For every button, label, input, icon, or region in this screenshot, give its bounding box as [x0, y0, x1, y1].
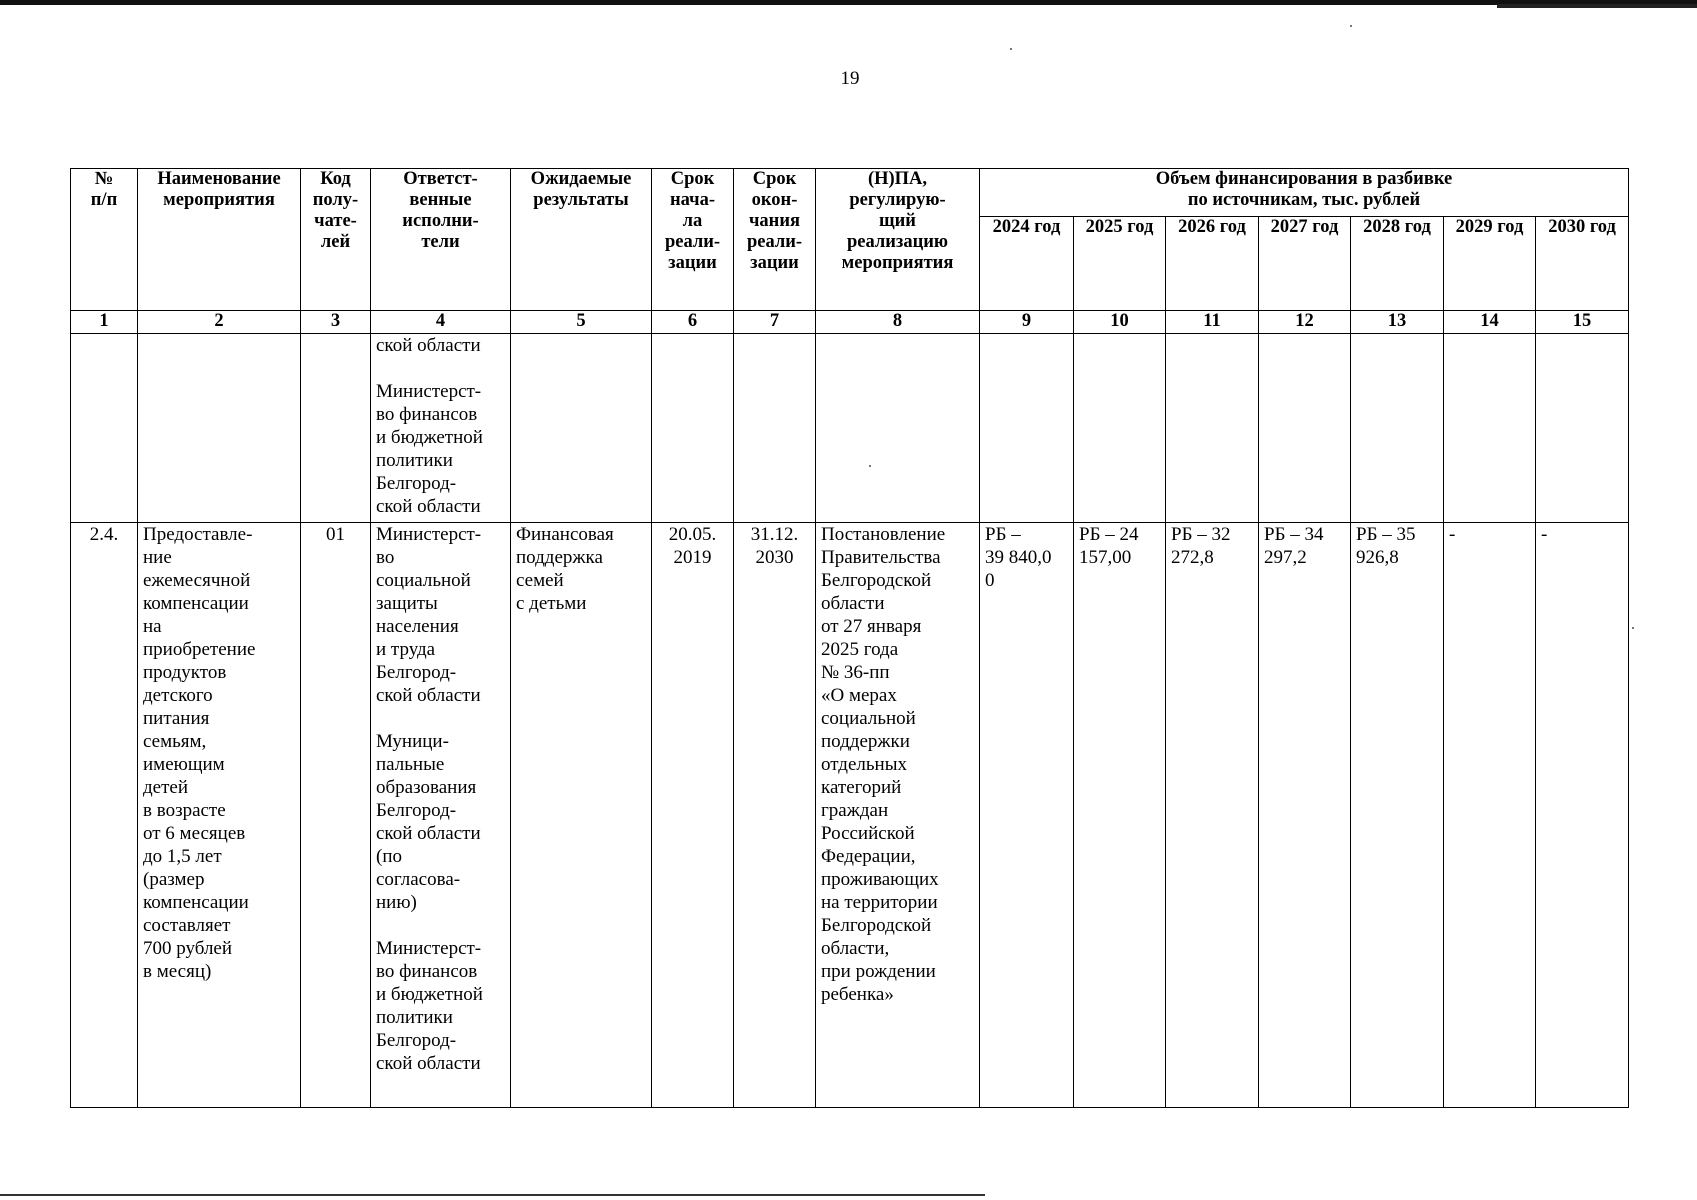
scan-speck [1632, 627, 1634, 629]
table-cell [734, 334, 816, 523]
scan-edge-top-right [1497, 4, 1697, 8]
column-number: 4 [371, 311, 511, 334]
table-cell [138, 334, 301, 523]
recipient-code-cell: 01 [301, 523, 371, 1108]
scan-edge-top [0, 0, 1697, 5]
table-cell [1259, 334, 1351, 523]
scan-speck [1010, 48, 1012, 50]
funding-2028-cell: РБ – 35 926,8 [1351, 523, 1444, 1108]
header-year-2030: 2030 год [1536, 217, 1629, 311]
table-cell [1536, 334, 1629, 523]
table-cell [816, 334, 980, 523]
continuation-row [71, 334, 1629, 523]
header-code: Код полу- чате- лей [301, 169, 371, 311]
page-number: 19 [840, 68, 860, 89]
table-cell [1444, 334, 1536, 523]
funding-2024-cell: РБ – 39 840,0 0 [980, 523, 1074, 1108]
funding-2030-cell: - [1536, 523, 1629, 1108]
funding-2025-cell: РБ – 24 157,00 [1074, 523, 1166, 1108]
table-cell [1074, 334, 1166, 523]
header-year-2025: 2025 год [1074, 217, 1166, 311]
column-number: 7 [734, 311, 816, 334]
column-number: 2 [138, 311, 301, 334]
start-date-cell: 20.05. 2019 [652, 523, 734, 1108]
financing-table [70, 168, 1629, 1108]
header-npa: (Н)ПА, регулирую- щий реализацию мероприятия [816, 169, 980, 311]
end-date-cell: 31.12. 2030 [734, 523, 816, 1108]
header-year-2029: 2029 год [1444, 217, 1536, 311]
column-number-row [71, 311, 1629, 334]
scan-speck [1350, 25, 1352, 27]
table-cell [71, 334, 138, 523]
table-cell [511, 334, 652, 523]
header-name: Наименование мероприятия [138, 169, 301, 311]
header-funding: Объем финансирования в разбивке по источникам, тыс. рублей [980, 169, 1629, 217]
header-year-2026: 2026 год [1166, 217, 1259, 311]
header-no: № п/п [71, 169, 138, 311]
scan-speck [869, 465, 871, 467]
funding-2027-cell: РБ – 34 297,2 [1259, 523, 1351, 1108]
header-year-2024: 2024 год [980, 217, 1074, 311]
table-cell [980, 334, 1074, 523]
column-number: 9 [980, 311, 1074, 334]
table-cell [1166, 334, 1259, 523]
column-number: 6 [652, 311, 734, 334]
table-cell [301, 334, 371, 523]
funding-2029-cell: - [1444, 523, 1536, 1108]
funding-2026-cell: РБ – 32 272,8 [1166, 523, 1259, 1108]
column-number: 1 [71, 311, 138, 334]
column-number: 13 [1351, 311, 1444, 334]
column-number: 11 [1166, 311, 1259, 334]
header-responsible: Ответст- венные исполни- тели [371, 169, 511, 311]
expected-results-cell: Финансовая поддержка семей с детьми [511, 523, 652, 1108]
header-year-2027: 2027 год [1259, 217, 1351, 311]
column-number: 10 [1074, 311, 1166, 334]
column-number: 8 [816, 311, 980, 334]
column-number: 3 [301, 311, 371, 334]
responsible-cell: ской области Министерст- во финансов и бюджетной политики Белгород- ской области [371, 334, 511, 523]
responsible-cell: Министерст- во социальной защиты населения и труда Белгород- ской области Муници- пальные образования Белгород- ской области (по согласова- нию) Министерст- во финансов и бюджетной политики Белгород- ской области [371, 523, 511, 1108]
measure-name-cell: Предоставле- ние ежемесячной компенсации на приобретение продуктов детского питания семьям, имеющим детей в возрасте от 6 месяцев до 1,5 лет (размер компенсации составляет 700 рублей в месяц) [138, 523, 301, 1108]
header-start: Срок нача- ла реали- зации [652, 169, 734, 311]
header-year-2028: 2028 год [1351, 217, 1444, 311]
npa-cell: Постановление Правительства Белгородской области от 27 января 2025 года № 36-пп «О мерах социальной поддержки отдельных категорий граждан Российской Федерации, проживающих на территории Белгородской области, при рождении ребенка» [816, 523, 980, 1108]
table-row [71, 523, 1629, 1108]
column-number: 5 [511, 311, 652, 334]
row-number-cell: 2.4. [71, 523, 138, 1108]
table-cell [652, 334, 734, 523]
table-cell [1351, 334, 1444, 523]
header-expected: Ожидаемые результаты [511, 169, 652, 311]
header-end: Срок окон- чания реали- зации [734, 169, 816, 311]
column-number: 12 [1259, 311, 1351, 334]
column-number: 14 [1444, 311, 1536, 334]
scan-edge-bottom [0, 1194, 985, 1196]
column-number: 15 [1536, 311, 1629, 334]
